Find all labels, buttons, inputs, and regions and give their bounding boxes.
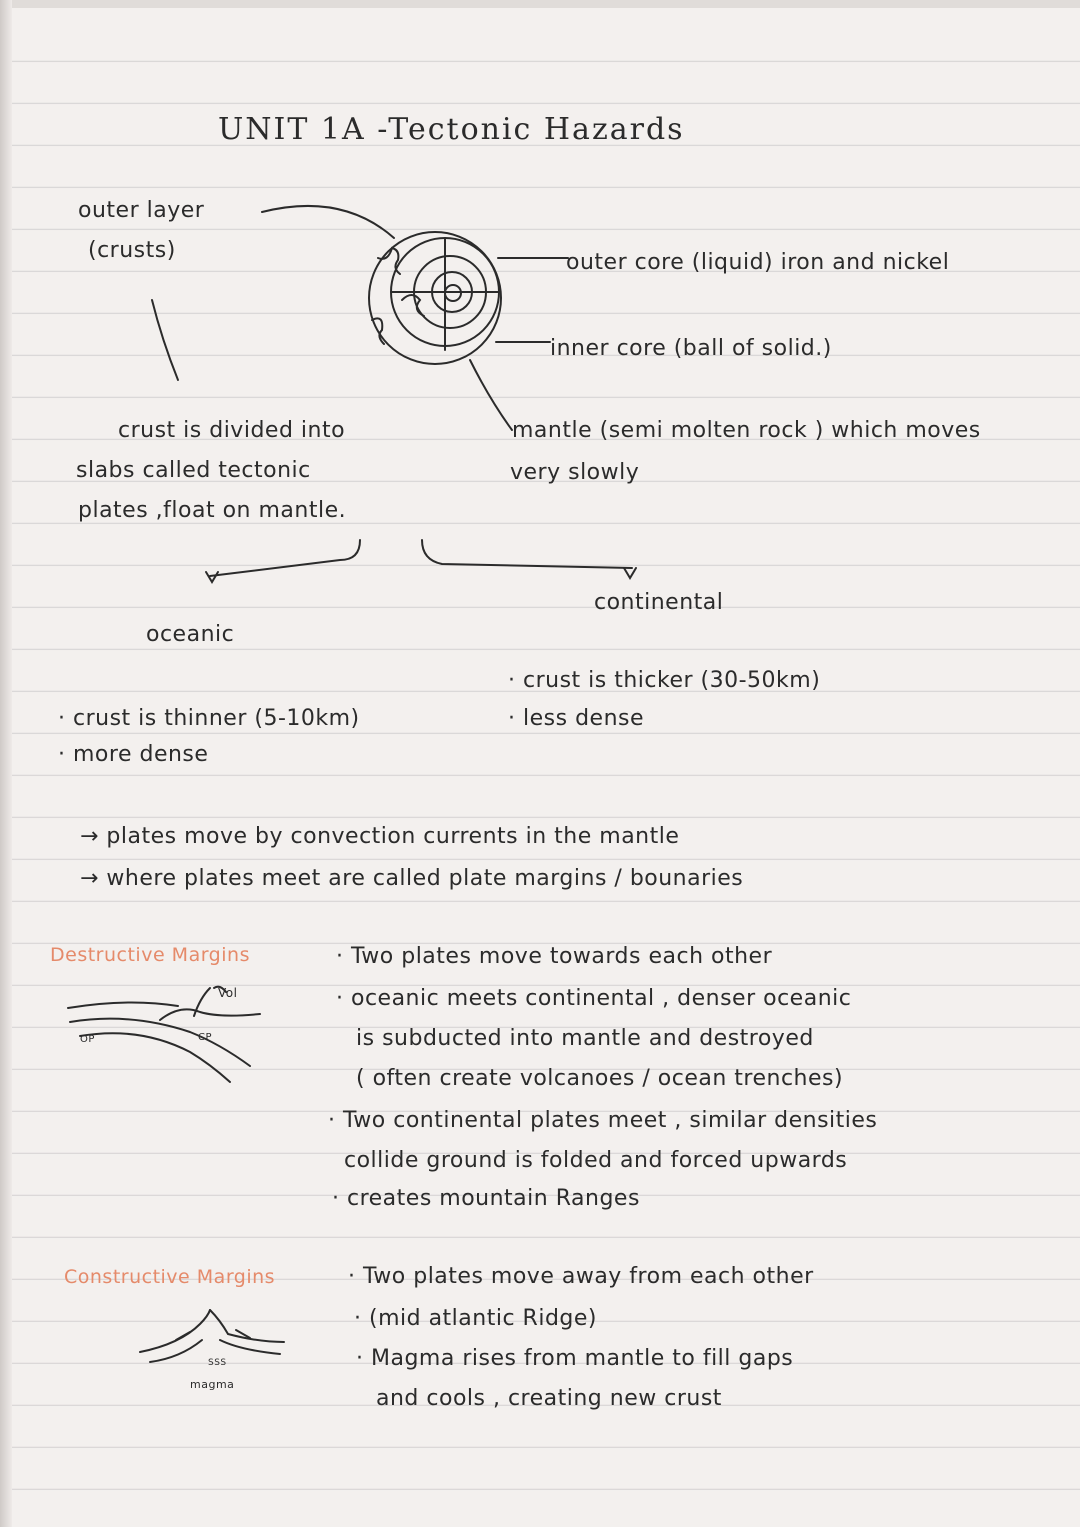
outer-layer-leader (262, 206, 394, 238)
constructive-heading: Constructive Margins (64, 1266, 276, 1288)
sketch-label-magma: magma (190, 1378, 235, 1391)
crust-note-line-2: slabs called tectonic (76, 458, 311, 483)
outer-layer-leader-down (152, 300, 178, 380)
branch-right-arrow (624, 568, 636, 578)
destructive-line-5: · Two continental plates meet , similar densities (328, 1108, 878, 1133)
outer-layer-label: outer layer (78, 198, 205, 223)
constructive-line-1: · Two plates move away from each other (348, 1264, 814, 1289)
destructive-heading: Destructive Margins (50, 944, 250, 966)
constructive-line-2: · (mid atlantic Ridge) (354, 1306, 597, 1331)
crust-note-line-1: crust is divided into (118, 418, 346, 443)
destructive-line-4: ( often create volcanoes / ocean trenches) (356, 1066, 844, 1091)
crust-note-line-3: plates ,float on mantle. (78, 498, 347, 523)
mantle-leader (470, 360, 512, 430)
outer-core-label: outer core (liquid) iron and nickel (566, 250, 950, 275)
destructive-sketch (68, 987, 260, 1082)
destructive-line-2: · oceanic meets continental , denser oceanic (336, 986, 852, 1011)
branch-left (210, 540, 360, 576)
earth-diagram (369, 232, 501, 364)
continent-outline-3 (402, 295, 424, 316)
sketch-label-op: OP (80, 1034, 95, 1045)
oceanic-heading: oceanic (146, 622, 235, 647)
outer-layer-label-2: (crusts) (88, 238, 176, 263)
mantle-label: mantle (semi molten rock ) which moves (512, 418, 981, 443)
constructive-line-3: · Magma rises from mantle to fill gaps (356, 1346, 794, 1371)
movement-line-2: → where plates meet are called plate margins / bounaries (80, 866, 744, 891)
sketch-label-cp: CP (198, 1032, 213, 1043)
oceanic-point-1: · crust is thinner (5-10km) (58, 706, 360, 731)
movement-line-1: → plates move by convection currents in the mantle (80, 824, 680, 849)
destructive-line-3: is subducted into mantle and destroyed (356, 1026, 814, 1051)
oceanic-point-2: · more dense (58, 742, 209, 767)
page-title: UNIT 1A -Tectonic Hazards (218, 112, 685, 147)
sketch-label-sss: SSS (208, 1358, 227, 1368)
continental-point-2: · less dense (508, 706, 645, 731)
branch-right (422, 540, 632, 568)
inner-core-label: inner core (ball of solid.) (550, 336, 832, 361)
destructive-line-6: collide ground is folded and forced upwards (344, 1148, 848, 1173)
constructive-line-4: and cools , creating new crust (376, 1386, 722, 1411)
continental-heading: continental (594, 590, 724, 615)
destructive-line-7: · creates mountain Ranges (332, 1186, 640, 1211)
constructive-sketch (140, 1310, 284, 1362)
continental-point-1: · crust is thicker (30-50km) (508, 668, 821, 693)
destructive-line-1: · Two plates move towards each other (336, 944, 773, 969)
mantle-label-2: very slowly (510, 460, 640, 485)
branch-left-arrow (206, 572, 218, 582)
sketch-label-vol: Vol (218, 986, 238, 1000)
